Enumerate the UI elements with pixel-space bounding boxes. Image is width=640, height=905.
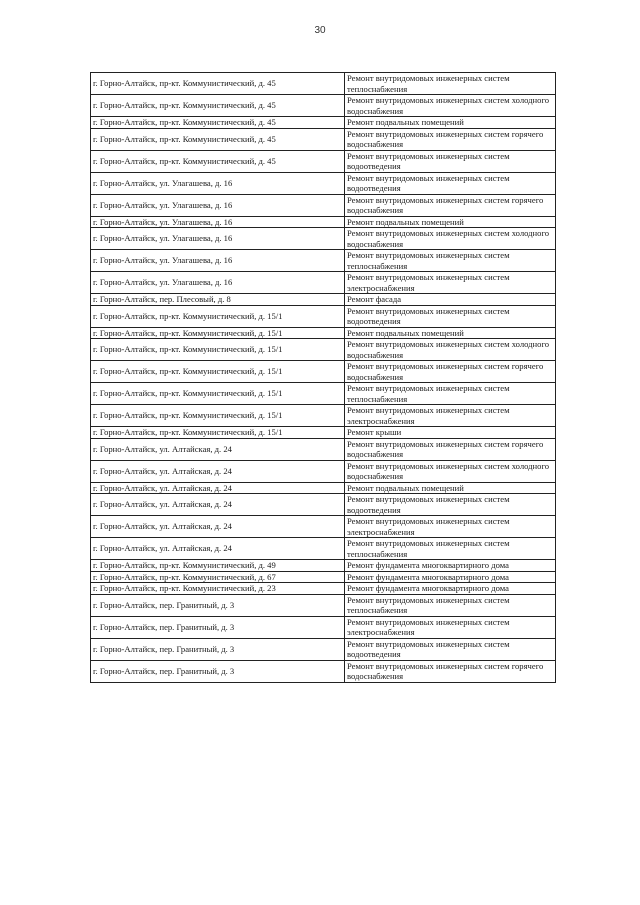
- table-row: [91, 405, 556, 427]
- address-cell: г. Горно-Алтайск, ул. Улагашева, д. 16: [91, 228, 345, 250]
- address-cell: г. Горно-Алтайск, пер. Гранитный, д. 3: [91, 616, 345, 638]
- table-row: [91, 594, 556, 616]
- work-type-cell: Ремонт внутридомовых инженерных систем водоотведения: [345, 494, 556, 516]
- table-row: [91, 73, 556, 95]
- table-row: [91, 482, 556, 494]
- table-row: [91, 250, 556, 272]
- address-cell: г. Горно-Алтайск, пр-кт. Коммунистический, д. 45: [91, 73, 345, 95]
- address-cell: г. Горно-Алтайск, пер. Гранитный, д. 3: [91, 594, 345, 616]
- table-row: [91, 383, 556, 405]
- work-type-cell: Ремонт фасада: [345, 294, 556, 306]
- address-cell: г. Горно-Алтайск, пр-кт. Коммунистический, д. 23: [91, 583, 345, 595]
- work-type-cell: Ремонт внутридомовых инженерных систем водоотведения: [345, 150, 556, 172]
- table-row: [91, 361, 556, 383]
- table-row: [91, 117, 556, 129]
- works-table-body: [91, 73, 556, 683]
- work-type-cell: Ремонт внутридомовых инженерных систем теплоснабжения: [345, 250, 556, 272]
- address-cell: г. Горно-Алтайск, пр-кт. Коммунистический, д. 15/1: [91, 427, 345, 439]
- work-type-cell: Ремонт фундамента многоквартирного дома: [345, 560, 556, 572]
- table-row: [91, 294, 556, 306]
- table-row: [91, 339, 556, 361]
- address-cell: г. Горно-Алтайск, ул. Улагашева, д. 16: [91, 250, 345, 272]
- address-cell: г. Горно-Алтайск, пр-кт. Коммунистический, д. 15/1: [91, 305, 345, 327]
- work-type-cell: Ремонт внутридомовых инженерных систем горячего водоснабжения: [345, 660, 556, 682]
- address-cell: г. Горно-Алтайск, пр-кт. Коммунистический, д. 15/1: [91, 327, 345, 339]
- table-row: [91, 327, 556, 339]
- address-cell: г. Горно-Алтайск, пр-кт. Коммунистический, д. 67: [91, 571, 345, 583]
- address-cell: г. Горно-Алтайск, ул. Улагашева, д. 16: [91, 172, 345, 194]
- work-type-cell: Ремонт внутридомовых инженерных систем электроснабжения: [345, 405, 556, 427]
- work-type-cell: Ремонт внутридомовых инженерных систем электроснабжения: [345, 516, 556, 538]
- work-type-cell: Ремонт внутридомовых инженерных систем горячего водоснабжения: [345, 361, 556, 383]
- table-row: [91, 616, 556, 638]
- work-type-cell: Ремонт внутридомовых инженерных систем водоотведения: [345, 172, 556, 194]
- work-type-cell: Ремонт подвальных помещений: [345, 482, 556, 494]
- address-cell: г. Горно-Алтайск, пр-кт. Коммунистический, д. 45: [91, 128, 345, 150]
- table-row: [91, 128, 556, 150]
- address-cell: г. Горно-Алтайск, пр-кт. Коммунистический, д. 15/1: [91, 361, 345, 383]
- address-cell: г. Горно-Алтайск, пр-кт. Коммунистический, д. 15/1: [91, 339, 345, 361]
- work-type-cell: Ремонт фундамента многоквартирного дома: [345, 571, 556, 583]
- address-cell: г. Горно-Алтайск, ул. Алтайская, д. 24: [91, 460, 345, 482]
- table-row: [91, 194, 556, 216]
- address-cell: г. Горно-Алтайск, пер. Плесовый, д. 8: [91, 294, 345, 306]
- address-cell: г. Горно-Алтайск, ул. Алтайская, д. 24: [91, 482, 345, 494]
- work-type-cell: Ремонт внутридомовых инженерных систем водоотведения: [345, 305, 556, 327]
- table-row: [91, 150, 556, 172]
- work-type-cell: Ремонт внутридомовых инженерных систем холодного водоснабжения: [345, 460, 556, 482]
- work-type-cell: Ремонт внутридомовых инженерных систем холодного водоснабжения: [345, 228, 556, 250]
- table-row: [91, 494, 556, 516]
- table-row: [91, 427, 556, 439]
- table-row: [91, 571, 556, 583]
- work-type-cell: Ремонт внутридомовых инженерных систем теплоснабжения: [345, 73, 556, 95]
- work-type-cell: Ремонт внутридомовых инженерных систем горячего водоснабжения: [345, 438, 556, 460]
- address-cell: г. Горно-Алтайск, пр-кт. Коммунистический, д. 45: [91, 95, 345, 117]
- table-row: [91, 538, 556, 560]
- table-row: [91, 438, 556, 460]
- table-row: [91, 95, 556, 117]
- work-type-cell: Ремонт внутридомовых инженерных систем электроснабжения: [345, 616, 556, 638]
- address-cell: г. Горно-Алтайск, ул. Алтайская, д. 24: [91, 494, 345, 516]
- address-cell: г. Горно-Алтайск, ул. Алтайская, д. 24: [91, 538, 345, 560]
- table-row: [91, 516, 556, 538]
- address-cell: г. Горно-Алтайск, пр-кт. Коммунистический, д. 15/1: [91, 405, 345, 427]
- address-cell: г. Горно-Алтайск, ул. Улагашева, д. 16: [91, 216, 345, 228]
- table-row: [91, 272, 556, 294]
- page-number: 30: [314, 25, 326, 36]
- table-row: [91, 583, 556, 595]
- address-cell: г. Горно-Алтайск, пер. Гранитный, д. 3: [91, 638, 345, 660]
- work-type-cell: Ремонт внутридомовых инженерных систем водоотведения: [345, 638, 556, 660]
- work-type-cell: Ремонт внутридомовых инженерных систем холодного водоснабжения: [345, 339, 556, 361]
- work-type-cell: Ремонт внутридомовых инженерных систем горячего водоснабжения: [345, 194, 556, 216]
- work-type-cell: Ремонт подвальных помещений: [345, 327, 556, 339]
- work-type-cell: Ремонт внутридомовых инженерных систем теплоснабжения: [345, 594, 556, 616]
- table-row: [91, 305, 556, 327]
- address-cell: г. Горно-Алтайск, пер. Гранитный, д. 3: [91, 660, 345, 682]
- table-row: [91, 638, 556, 660]
- table-row: [91, 216, 556, 228]
- work-type-cell: Ремонт подвальных помещений: [345, 216, 556, 228]
- table-row: [91, 172, 556, 194]
- work-type-cell: Ремонт внутридомовых инженерных систем теплоснабжения: [345, 538, 556, 560]
- work-type-cell: Ремонт фундамента многоквартирного дома: [345, 583, 556, 595]
- address-cell: г. Горно-Алтайск, ул. Алтайская, д. 24: [91, 516, 345, 538]
- address-cell: г. Горно-Алтайск, пр-кт. Коммунистический, д. 45: [91, 150, 345, 172]
- work-type-cell: Ремонт крыши: [345, 427, 556, 439]
- table-row: [91, 560, 556, 572]
- work-type-cell: Ремонт внутридомовых инженерных систем теплоснабжения: [345, 383, 556, 405]
- table-row: [91, 228, 556, 250]
- table-row: [91, 660, 556, 682]
- work-type-cell: Ремонт внутридомовых инженерных систем электроснабжения: [345, 272, 556, 294]
- address-cell: г. Горно-Алтайск, ул. Алтайская, д. 24: [91, 438, 345, 460]
- address-cell: г. Горно-Алтайск, пр-кт. Коммунистический, д. 45: [91, 117, 345, 129]
- address-cell: г. Горно-Алтайск, пр-кт. Коммунистический, д. 49: [91, 560, 345, 572]
- work-type-cell: Ремонт внутридомовых инженерных систем холодного водоснабжения: [345, 95, 556, 117]
- address-cell: г. Горно-Алтайск, ул. Улагашева, д. 16: [91, 194, 345, 216]
- work-type-cell: Ремонт внутридомовых инженерных систем горячего водоснабжения: [345, 128, 556, 150]
- works-table: [90, 72, 556, 683]
- address-cell: г. Горно-Алтайск, пр-кт. Коммунистический, д. 15/1: [91, 383, 345, 405]
- table-row: [91, 460, 556, 482]
- address-cell: г. Горно-Алтайск, ул. Улагашева, д. 16: [91, 272, 345, 294]
- work-type-cell: Ремонт подвальных помещений: [345, 117, 556, 129]
